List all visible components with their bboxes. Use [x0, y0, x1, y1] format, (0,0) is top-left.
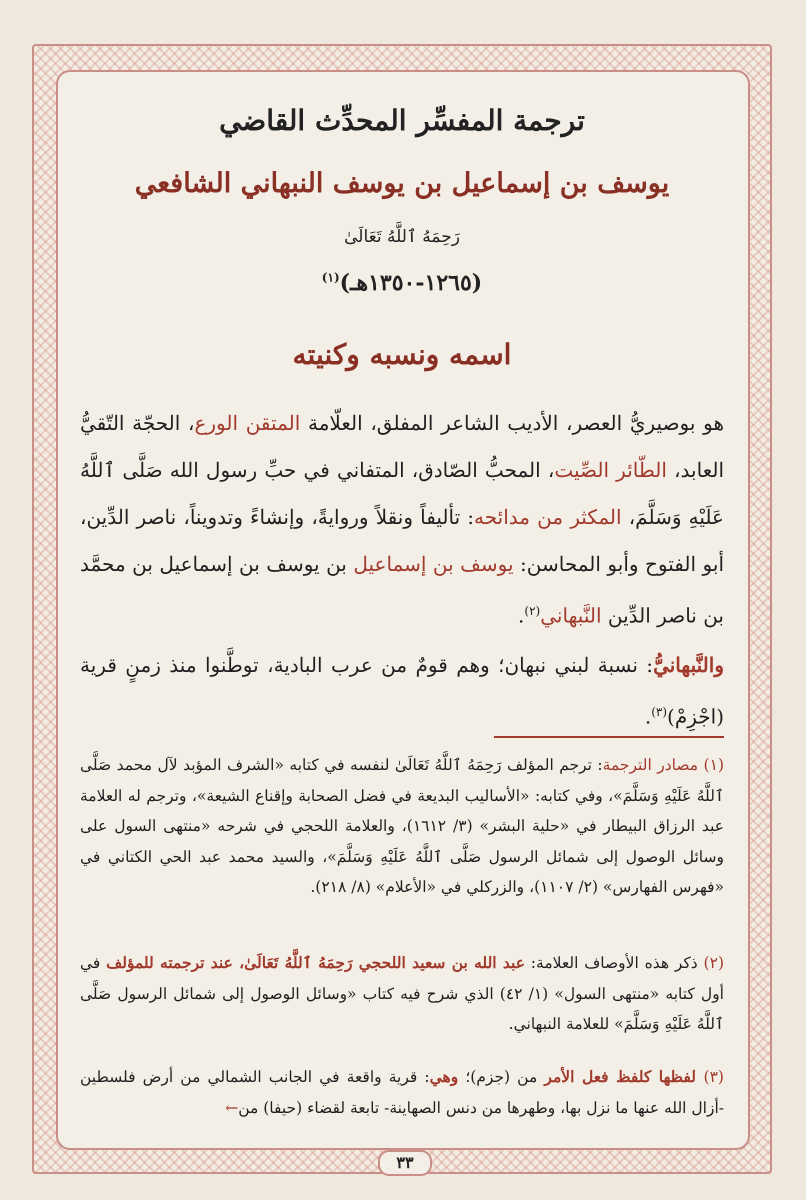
- page-title: ترجمة المفسِّر المحدِّث القاضي: [219, 104, 585, 137]
- text-run: ذكر هذه الأوصاف العلامة:: [524, 954, 704, 972]
- footnote-1: [80, 750, 724, 903]
- text-run: : نسبة لبني نبهان؛ وهم قومٌ من عرب البادية، توطَّنوا منذ زمنٍ قرية (اجْزِمْ): [80, 653, 724, 729]
- text-run: : ترجم المؤلف رَحِمَهُ ٱللَّهُ تَعَالَىٰ لنفسه في كتابه «الشرف المؤبد لآل محمد صَلَّى ٱللَّهُ عَلَيْهِ وَسَلَّمَ»، وفي كتابه: «الأساليب البديعة في فضل الصحابة وإقناع الشيعة»، وترجم له العلامة عبد الرزاق البيطار في «حلية البشر» (٣/ ١٦١٢)، والعلامة اللحجي في شرحه «منتهى السول على وسائل الوصول إلى شمائل الرسول صَلَّى ٱللَّهُ عَلَيْهِ وَسَلَّمَ»، والسيد محمد عبد الحي الكتاني في «فهرس الفهارس» (٢/ ١١٠٧)، والزركلي في «الأعلام» (٨/ ٢١٨).: [80, 756, 724, 896]
- footnote-ref: (٣): [651, 705, 668, 719]
- text-run: .: [644, 704, 652, 729]
- paragraph-nisba: [80, 642, 724, 741]
- footnote-2: [80, 948, 724, 1040]
- text-run: .: [518, 603, 525, 628]
- honorific: رَحِمَهُ ٱللَّهُ تَعَالَىٰ: [344, 227, 460, 247]
- section-heading: اسمه ونسبه وكنيته: [292, 338, 512, 371]
- text-run: في أول كتابه «منتهى السول» (١/ ٤٢) الذي شرح فيه كتاب «وسائل الوصول إلى شمائل الرسول صَلَّى ٱللَّهُ عَلَيْهِ وَسَلَّمَ» للعلامة النبهاني.: [80, 954, 724, 1033]
- dates-text: (١٢٦٥-١٣٥٠هـ): [339, 270, 483, 296]
- continuation-arrow-icon: ←: [225, 1098, 239, 1117]
- text-run: بن يوسف بن إسماعيل بن محمَّد بن ناصر الدِّين: [80, 552, 724, 628]
- highlight-run: والنَّبهانيُّ: [653, 653, 724, 677]
- dates-footnote-ref: (١): [321, 270, 340, 285]
- highlight-run: المكثر من مدائحه: [474, 505, 622, 529]
- page-content: [80, 90, 724, 1140]
- text-run: ، المحبُّ الصّادق، المتفاني في حبِّ رسول الله صَلَّى ٱللَّهُ عَلَيْهِ وَسَلَّمَ،: [80, 458, 724, 529]
- author-name: يوسف بن إسماعيل بن يوسف النبهاني الشافعي: [134, 168, 670, 199]
- footnote-ref: (٢): [524, 604, 541, 618]
- life-dates: [80, 270, 724, 296]
- text-run: هو بوصيريُّ العصر، الأديب الشاعر المفلق، العلّامة: [300, 411, 724, 435]
- highlight-run: يوسف بن إسماعيل: [353, 552, 514, 576]
- text-run: : قرية واقعة في الجانب الشمالي من أرض فلسطين -أزال الله عنها ما نزل بها، وطهرها من دنس الصهاينة- تابعة لقضاء (حيفا) من: [80, 1068, 724, 1117]
- highlight-run: عبد الله بن سعيد اللحجي رَحِمَهُ ٱللَّهُ تَعَالَىٰ، عند ترجمته للمؤلف: [106, 953, 525, 972]
- highlight-run: المتقن الورع: [194, 411, 301, 435]
- paragraph-name-lineage: [80, 400, 724, 640]
- text-run: : تأليفاً ونقلاً وروايةً، وإنشاءً وتدويناً، ناصر الدِّين، أبو الفتوح وأبو المحاسن:: [80, 505, 724, 576]
- footnote-number: (٣): [703, 1068, 724, 1086]
- highlight-run: الطّائر الصِّيت: [554, 458, 667, 482]
- footnote-number: (١): [703, 756, 724, 774]
- highlight-run: لفظها كلفظ فعل الأمر: [544, 1067, 704, 1086]
- highlight-run: وهي: [429, 1067, 459, 1086]
- text-run: من (جزم)؛: [458, 1068, 545, 1086]
- highlight-run: النَّبهاني: [540, 603, 602, 628]
- page-number: ٣٣: [378, 1150, 432, 1176]
- footnote-divider: [494, 736, 724, 738]
- footnote-number: (٢): [703, 954, 724, 972]
- footnote-3: [80, 1062, 724, 1123]
- text-run: ، الحجّة التّقيُّ العابد،: [80, 411, 725, 482]
- highlight-run: مصادر الترجمة: [602, 756, 704, 774]
